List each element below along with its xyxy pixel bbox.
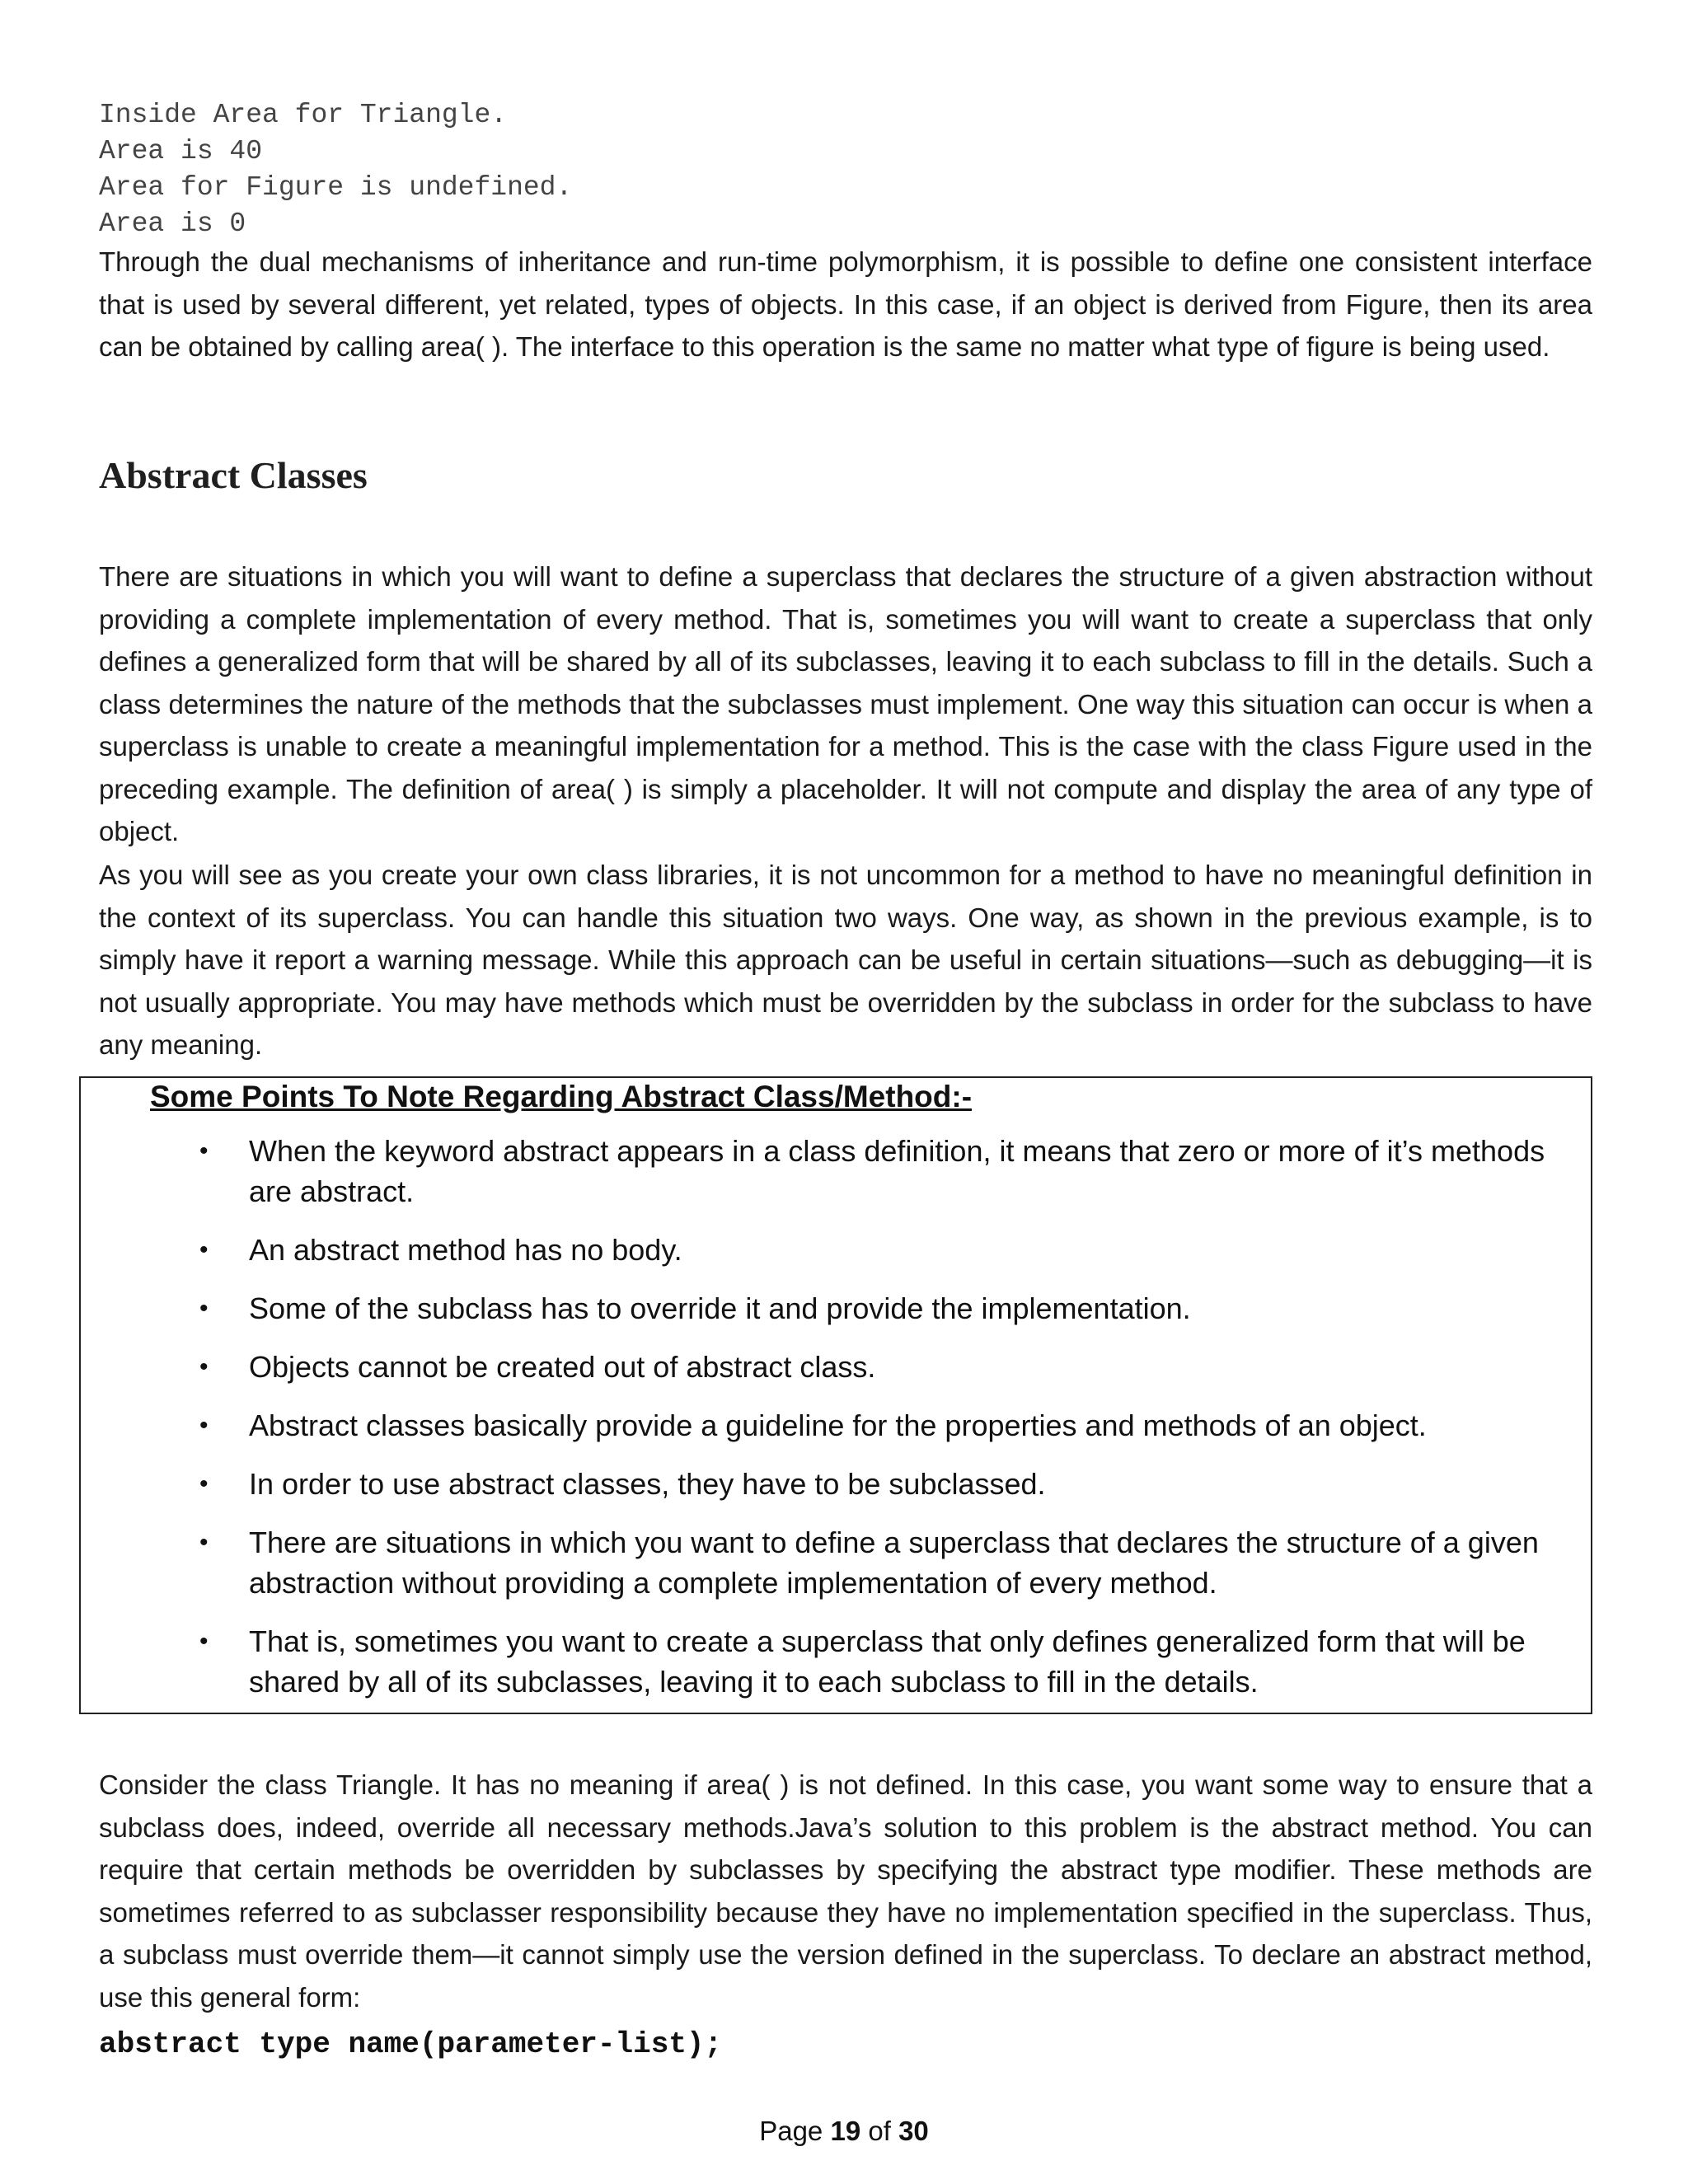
total-pages: 30 <box>898 2116 929 2146</box>
list-item: • Some of the subclass has to override it and provide the implementation. <box>81 1288 1594 1329</box>
list-item: • Abstract classes basically provide a guideline for the properties and methods of an object. <box>81 1405 1594 1446</box>
output-line: Area for Figure is undefined. <box>99 172 573 203</box>
program-output <box>99 97 572 242</box>
bullet-icon: • <box>199 1470 209 1497</box>
bullet-icon: • <box>199 1295 209 1322</box>
notes-box <box>79 1076 1592 1714</box>
bullet-icon: • <box>199 1353 209 1380</box>
abstract-paragraph-2: As you will see as you create your own class libraries, it is not uncommon for a method to have no meaningful definition in the context of its superclass. You can handle this situation two ways. One way, as shown in the previous example, is to simply have it report a warning message. While this approach can be useful in certain situations—such as debugging—it is not usually appropriate. You may have methods which must be overridden by the subclass in order for the subclass to have any meaning. <box>99 860 1592 1060</box>
abstract-paragraph-1: There are situations in which you will want to define a superclass that declares the structure of a given abstraction without providing a complete implementation of every method. That is, sometimes you will want to create a superclass that only defines a generalized form that will be shared by all of its subclasses, leaving it to each subclass to fill in the details. Such a class determines the nature of the methods that the subclasses must implement. One way this situation can occur is when a superclass is unable to create a meaningful implementation for a method. This is the case with the class Figure used in the preceding example. The definition of area( ) is simply a placeholder. It will not compute and display the area of any type of object. <box>99 561 1592 846</box>
section-heading: Abstract Classes <box>99 454 368 496</box>
list-item: • There are situations in which you want to define a superclass that declares the structure of a given abstraction without providing a complete implementation of every method. <box>81 1522 1594 1603</box>
output-line: Area is 40 <box>99 136 263 166</box>
output-line: Area is 0 <box>99 209 246 239</box>
footer-prefix: Page <box>759 2116 823 2146</box>
list-item: • That is, sometimes you want to create a superclass that only defines generalized form that will be shared by all of its subclasses, leaving it to each subclass to fill in the details. <box>81 1621 1594 1702</box>
bullet-icon: • <box>199 1628 209 1655</box>
current-page: 19 <box>830 2116 861 2146</box>
list-item: • When the keyword abstract appears in a class definition, it means that zero or more of it’s methods are abstract. <box>81 1131 1594 1212</box>
bullet-icon: • <box>199 1236 209 1263</box>
notes-box-title: Some Points To Note Regarding Abstract Class/Method:- <box>150 1080 973 1113</box>
consider-paragraph: Consider the class Triangle. It has no meaning if area( ) is not defined. In this case, you want some way to ensure that a subclass does, indeed, override all necessary methods.Java’s solution to this problem is the abstract method. You can require that certain methods be overridden by subclasses by specifying the abstract type modifier. These methods are sometimes referred to as subclasser responsibility because they have no implementation specified in the superclass. Thus, a subclass must override them—it cannot simply use the version defined in the superclass. To declare an abstract method, use this general form: <box>99 1769 1592 2013</box>
list-item: • An abstract method has no body. <box>81 1230 1594 1270</box>
bullet-icon: • <box>199 1529 209 1556</box>
bullet-icon: • <box>199 1412 209 1439</box>
list-item: • In order to use abstract classes, they have to be subclassed. <box>81 1464 1594 1504</box>
list-item: • Objects cannot be created out of abstract class. <box>81 1347 1594 1387</box>
bullet-icon: • <box>199 1137 209 1165</box>
intro-paragraph: Through the dual mechanisms of inheritance and run-time polymorphism, it is possible to define one consistent interface that is used by several different, yet related, types of objects. In this case, if an object is derived from Figure, then its area can be obtained by calling area( ). The interface to this operation is the same no matter what type of figure is being used. <box>99 246 1592 362</box>
general-form-code: abstract type name(parameter-list); <box>99 2027 723 2061</box>
notes-list <box>81 1131 1594 1720</box>
output-line: Inside Area for Triangle. <box>99 100 508 130</box>
page-footer <box>0 2116 1688 2147</box>
footer-of: of <box>868 2116 891 2146</box>
